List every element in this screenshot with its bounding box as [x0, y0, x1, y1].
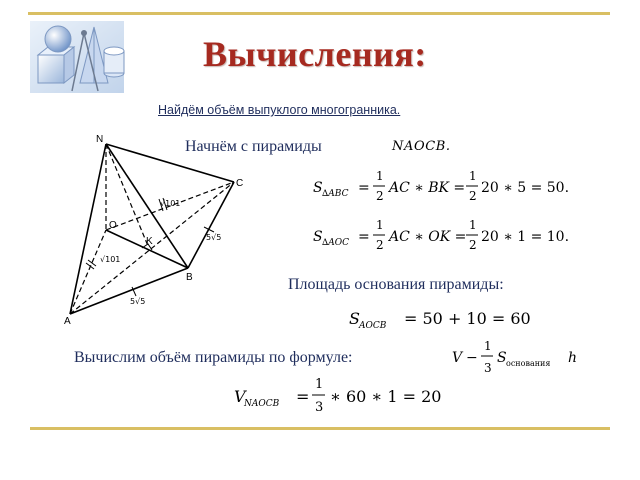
- pyramid-name: NAOCB.: [392, 139, 451, 154]
- f1-lhs: S: [313, 180, 323, 196]
- f3-lhs-sub: AOCB: [359, 321, 387, 331]
- formula-volume-result: [234, 377, 441, 415]
- f1-num2: 1: [469, 169, 477, 183]
- f2-rest: 20 ∗ 1 = 10.: [481, 229, 570, 245]
- vertex-b-label: B: [186, 272, 193, 283]
- f4-lhs: V: [452, 350, 463, 366]
- f5-num: 1: [315, 377, 324, 392]
- vertex-c-label: C: [236, 178, 244, 189]
- vertex-o-label: O: [109, 220, 117, 231]
- formula-volume-general: [452, 339, 577, 375]
- f5-rest: ∗ 60 ∗ 1 = 20: [330, 387, 442, 406]
- f5-den: 3: [315, 400, 324, 415]
- f2-lhs: S: [313, 229, 323, 245]
- pyramid-diagram: [60, 128, 260, 328]
- f2-num: 1: [376, 218, 384, 232]
- f3-rest: = 50 + 10 = 60: [404, 309, 531, 328]
- f5-lhs: V: [234, 387, 246, 406]
- f4-s-sub: основания: [506, 359, 551, 368]
- f1-eq: =: [358, 180, 370, 196]
- f4-s: S: [497, 350, 507, 366]
- f2-den: 2: [376, 238, 384, 252]
- length-oc-label: √101: [160, 199, 181, 208]
- f2-mid: AC ∗ OK =: [389, 229, 467, 245]
- f2-eq: =: [358, 229, 370, 245]
- base-area-text: Площадь основания пирамиды:: [288, 276, 504, 293]
- length-ab-label: 5√5: [130, 297, 146, 306]
- f2-num2: 1: [469, 218, 477, 232]
- formula-area-aoc: [313, 218, 569, 252]
- f1-num: 1: [376, 169, 384, 183]
- slide-subtitle: Найдём объём выпуклого многогранника.: [158, 103, 401, 117]
- intro-text: Начнём с пирамиды: [185, 138, 322, 155]
- f1-rest: 20 ∗ 5 = 50.: [481, 180, 570, 196]
- f2-den2: 2: [469, 238, 477, 252]
- length-ok-label: √101: [100, 255, 121, 264]
- f4-eq: −: [466, 350, 478, 366]
- formula-area-aocb: [349, 309, 531, 331]
- vertex-k-label: K: [146, 236, 153, 247]
- geometry-solids-icon: [28, 15, 128, 97]
- f1-lhs-sub: ∆ABC: [322, 189, 349, 199]
- volume-text: Вычислим объём пирамиды по формуле:: [74, 349, 353, 366]
- f5-lhs-sub: NAOCB: [244, 399, 280, 409]
- f1-den: 2: [376, 189, 384, 203]
- f2-lhs-sub: ∆AOC: [322, 238, 350, 248]
- f4-h: h: [568, 350, 578, 366]
- vertex-n-label: N: [96, 134, 104, 145]
- length-cb-label: 5√5: [206, 233, 222, 242]
- vertex-a-label: A: [64, 316, 71, 327]
- f3-lhs: S: [349, 309, 360, 328]
- formula-area-abc: [313, 169, 569, 203]
- f5-eq: =: [296, 387, 310, 406]
- f4-num: 1: [484, 339, 492, 353]
- f1-mid: AC ∗ BK =: [389, 180, 466, 196]
- f4-den: 3: [484, 361, 492, 375]
- bottom-divider: [30, 427, 610, 430]
- f1-den2: 2: [469, 189, 477, 203]
- slide-title: Вычисления:: [203, 34, 427, 74]
